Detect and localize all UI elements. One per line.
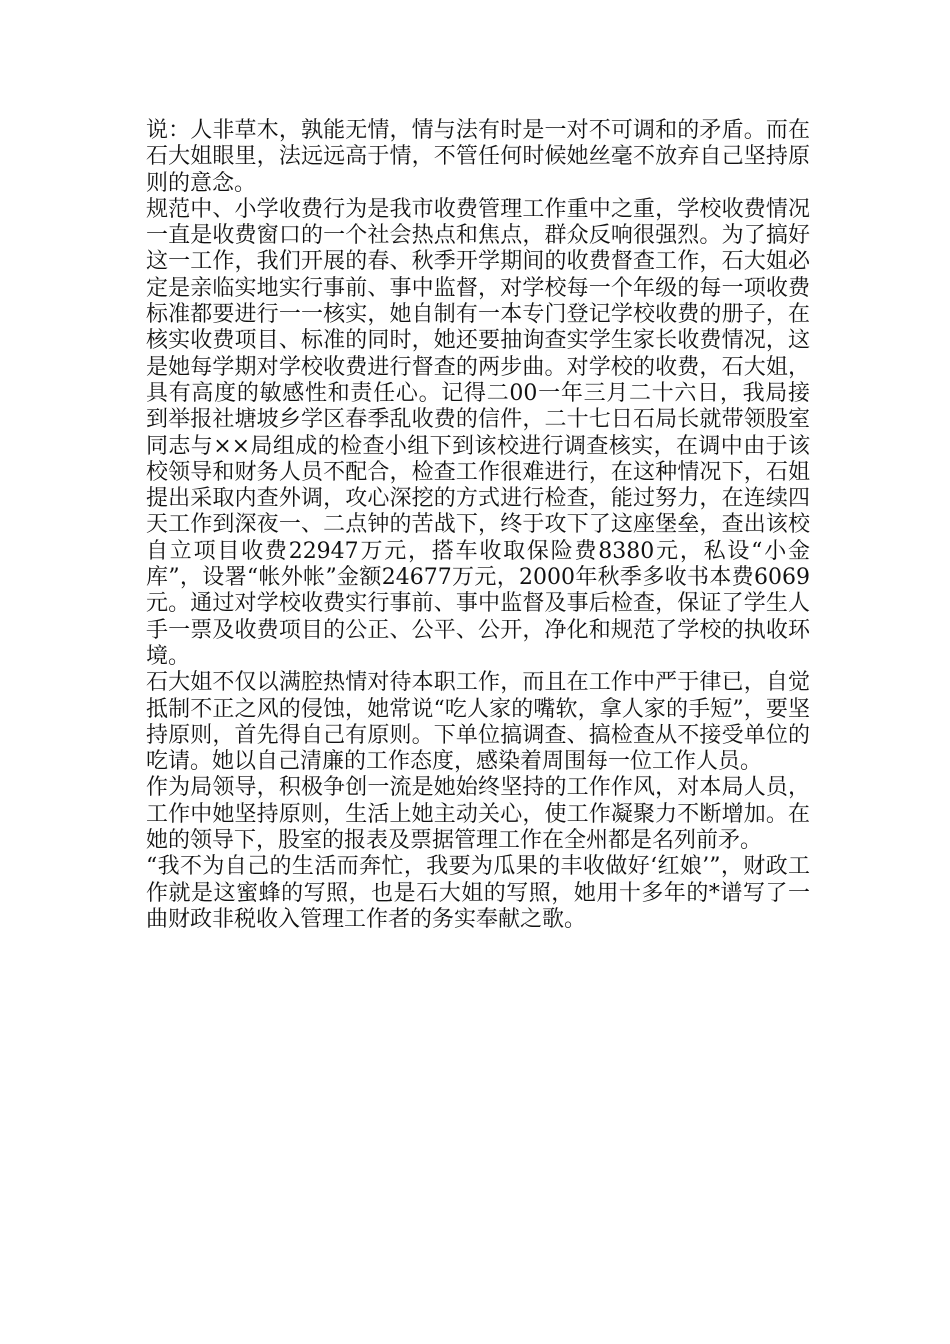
- paragraph-1: 说：人非草木，孰能无情，情与法有时是一对不可调和的矛盾。而在石大姐眼里，法远远高于情，不管任何时候她丝毫不放弃自己坚持原则的意念。: [146, 118, 810, 196]
- document-body: [146, 118, 833, 933]
- paragraph-3: 石大姐不仅以满腔热情对待本职工作，而且在工作中严于律已，自觉抵制不正之风的侵蚀，她常说“吃人家的嘴软，拿人家的手短”，要坚持原则，首先得自己有原则。下单位搞调查、搞检查从不接受单位的吃请。她以自己清廉的工作态度，感染着周围每一位工作人员。: [146, 670, 810, 775]
- paragraph-2: 规范中、小学收费行为是我市收费管理工作重中之重，学校收费情况一直是收费窗口的一个社会热点和焦点，群众反响很强烈。为了搞好这一工作，我们开展的春、秋季开学期间的收费督查工作，石大姐必定是亲临实地实行事前、事中监督，对学校每一个年级的每一项收费标准都要进行一一核实，她自制有一本专门登记学校收费的册子，在核实收费项目、标准的同时，她还要抽询查实学生家长收费情况，这是她每学期对学校收费进行督查的两步曲。对学校的收费，石大姐，具有高度的敏感性和责任心。记得二00一年三月二十六日，我局接到举报社塘坡乡学区春季乱收费的信件，二十七日石局长就带领股室同志与××局组成的检查小组下到该校进行调查核实，在调中由于该校领导和财务人员不配合，检查工作很难进行，在这种情况下，石姐提出采取内查外调，攻心深挖的方式进行检查，能过努力，在连续四 天工作到深夜一、二点钟的苦战下，终于攻下了这座堡垒，查出该校自立项目收费22947万元，搭车收取保险费8380元，私设“小金库”，设署“帐外帐”金额24677万元，2000年秋季多收书本费6069元。通过对学校收费实行事前、事中监督及事后检查，保证了学生人手一票及收费项目的公正、公平、公开，净化和规范了学校的执收环境。: [146, 196, 833, 669]
- paragraph-4: 作为局领导，积极争创一流是她始终坚持的工作作风，对本局人员，工作中她坚持原则，生活上她主动关心，使工作凝聚力不断增加。在她的领导下，股室的报表及票据管理工作在全州都是名列前矛。: [146, 775, 810, 854]
- paragraph-5: “我不为自己的生活而奔忙，我要为瓜果的丰收做好‘红娘’”，财政工作就是这蜜蜂的写照，也是石大姐的写照，她用十多年的*谱写了一曲财政非税收入管理工作者的务实奉献之歌。: [146, 854, 810, 932]
